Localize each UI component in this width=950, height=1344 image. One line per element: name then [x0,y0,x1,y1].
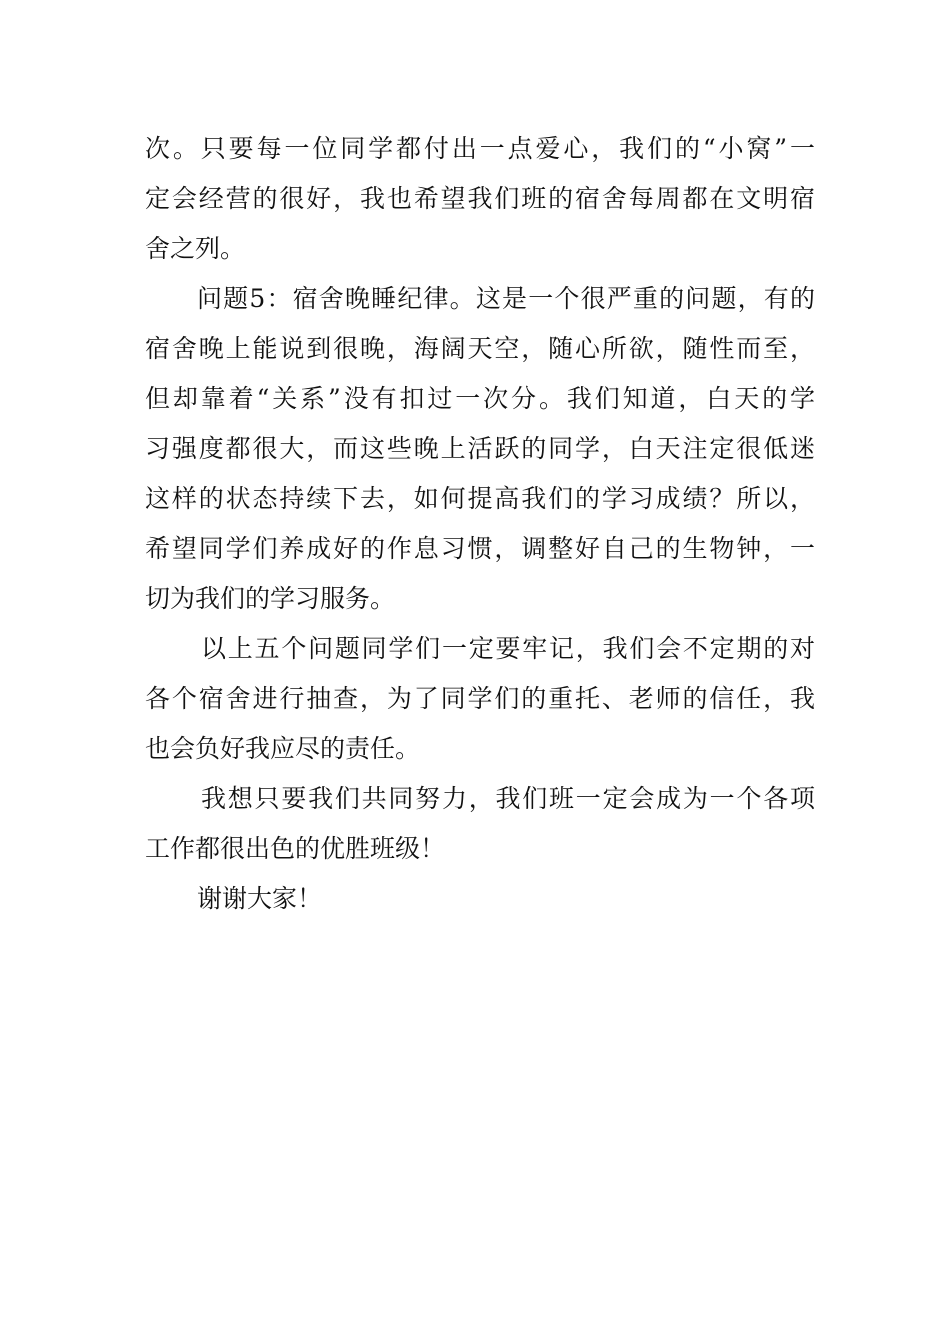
text-line: 切为我们的学习服务。 [145,584,396,613]
text-line: 工作都很出色的优胜班级！ [145,834,446,863]
closing-thanks: 谢谢大家！ [197,884,323,913]
paragraph-first-line: 我想只要我们共同努力，我们班一定会成为一个各项 [201,784,815,813]
text-line: 希望同学们养成好的作息习惯，调整好自己的生物钟，一 [145,534,815,563]
text-line: 各个宿舍进行抽查，为了同学们的重托、老师的信任，我 [145,684,815,713]
text-line: 习强度都很大，而这些晚上活跃的同学，白天注定很低迷 [145,434,815,463]
text-line: 也会负好我应尽的责任。 [145,734,421,763]
text-line: 但却靠着“关系”没有扣过一次分。我们知道，白天的学 [145,384,815,413]
paragraph-first-line: 问题5：宿舍晚睡纪律。这是一个很严重的问题，有的 [197,284,815,313]
text-line: 舍之列。 [145,234,246,263]
text-line: 宿舍晚上能说到很晚，海阔天空，随心所欲，随性而至， [145,334,815,363]
text-line: 这样的状态持续下去，如何提高我们的学习成绩？所以， [145,484,815,513]
paragraph-first-line: 以上五个问题同学们一定要牢记，我们会不定期的对 [201,634,815,663]
text-line: 次。只要每一位同学都付出一点爱心，我们的“小窝”一 [145,134,815,163]
text-line: 定会经营的很好，我也希望我们班的宿舍每周都在文明宿 [145,184,815,213]
